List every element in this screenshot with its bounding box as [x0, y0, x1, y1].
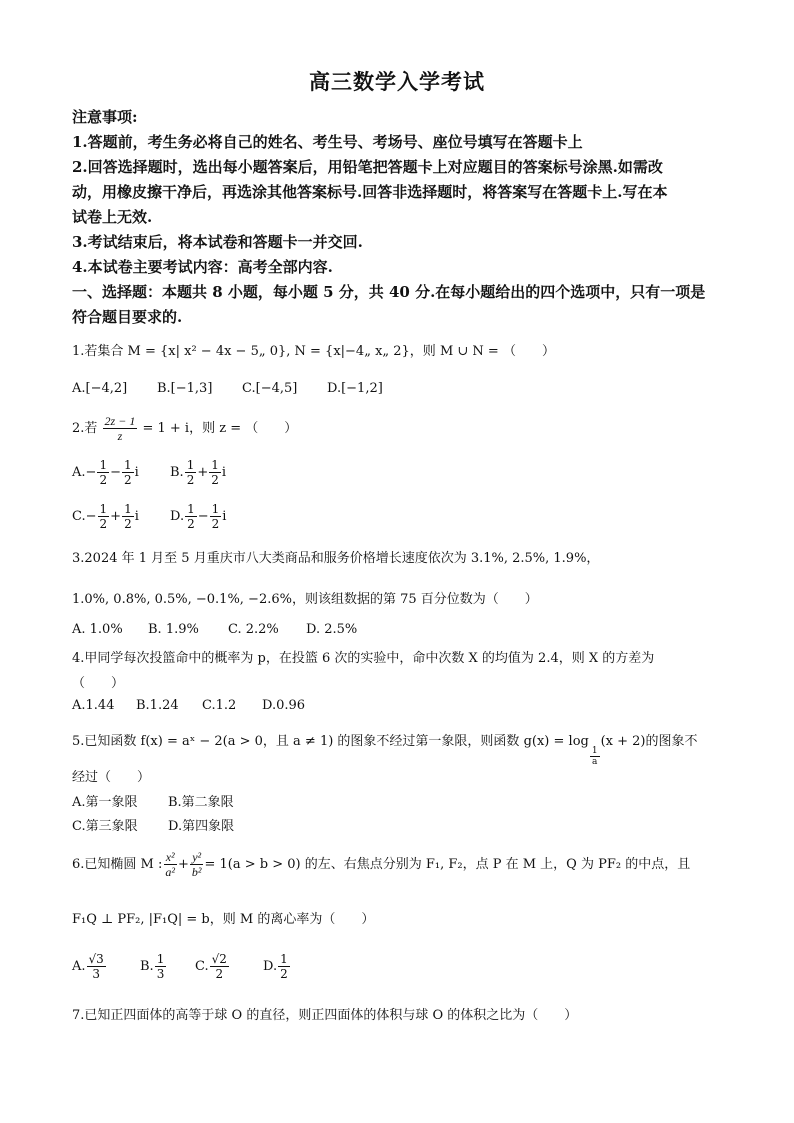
- q5-option-a: A.第一象限: [72, 795, 138, 810]
- question-3-stem: 3.2024 年 1 月至 5 月重庆市八大类商品和服务价格增长速度依次为 3.1%, 2.5%, 1.9%，: [72, 551, 600, 566]
- q5-option-b: B.第二象限: [168, 795, 234, 810]
- q2-option-c-sign1: −: [85, 509, 97, 524]
- q6-frac1-den: a²: [165, 865, 175, 879]
- q2-option-b-d2: 2: [211, 473, 219, 487]
- question-6-stem: [72, 850, 732, 879]
- q5-option-d: D.第四象限: [168, 819, 235, 834]
- notice-item-4: 4.本试卷主要考试内容：高考全部内容.: [72, 258, 333, 276]
- q2-denominator: z: [117, 429, 123, 443]
- q5-option-c: C.第三象限: [72, 819, 138, 834]
- question-5-stem: [72, 730, 732, 767]
- question-2-stem: [72, 414, 732, 443]
- q6-frac2-num: y²: [192, 850, 202, 864]
- q2-option-c-d2: 2: [124, 517, 132, 531]
- q3-option-a: A. 1.0%: [72, 622, 123, 637]
- q2-option-b-tail: i: [221, 465, 227, 480]
- q6-option-b: [140, 952, 167, 981]
- page-title: 高三数学入学考试: [309, 69, 485, 94]
- q6-plus: +: [177, 857, 189, 872]
- q3-option-c: C. 2.2%: [228, 622, 279, 637]
- question-7-stem: 7.已知正四面体的高等于球 O 的直径，则正四面体的体积与球 O 的体积之比为（ ）: [72, 1008, 578, 1023]
- q2-option-b-n2: 1: [211, 458, 219, 472]
- q2-option-b-label: B.: [170, 465, 184, 480]
- q5-g-arg: (x + 2): [600, 734, 646, 749]
- q6-option-b-num: 1: [156, 952, 165, 966]
- q6-option-b-den: 3: [156, 967, 165, 981]
- q2-option-a-sign1: −: [85, 465, 97, 480]
- q2-option-b-sign2: +: [197, 465, 209, 480]
- question-1-stem: 1.若集合 M = {x| x² − 4x − 5„ 0}, N = {x|−4„ x„ 2}，则 M ∪ N = （ ）: [72, 344, 555, 359]
- notice-item-3: 3.考试结束后，将本试卷和答题卡一并交回.: [72, 233, 363, 251]
- q2-option-d-label: D.: [170, 509, 185, 524]
- q1-option-a: A.[−4,2]: [72, 381, 128, 396]
- notice-item-1: 1.答题前，考生务必将自己的姓名、考生号、考场号、座位号填写在答题卡上: [72, 133, 583, 151]
- q6-option-d: [263, 952, 291, 981]
- q2-option-a-sign2: −: [110, 465, 121, 480]
- q2-fraction: [103, 414, 138, 443]
- q2-option-c-sign2: +: [110, 509, 122, 524]
- q4-option-c: C.1.2: [202, 698, 237, 713]
- q2-option-a-label: A.: [72, 465, 86, 480]
- q2-option-b: [170, 458, 226, 487]
- q3-option-d: D. 2.5%: [306, 622, 358, 637]
- notice-item-2-end: 试卷上无效.: [72, 208, 153, 226]
- q6-option-b-label: B.: [140, 959, 154, 974]
- notice-heading: 注意事项:: [72, 108, 138, 126]
- section-heading: 一、选择题：本题共 8 小题，每小题 5 分，共 40 分.在每小题给出的四个选项中，只有一项是: [72, 283, 706, 301]
- q6-option-c: [195, 952, 230, 981]
- q5-base-den: a: [592, 757, 598, 767]
- q2-option-c: [72, 502, 139, 531]
- q6-option-d-label: D.: [263, 959, 278, 974]
- question-4-stem: 4.甲同学每次投篮命中的概率为 p，在投篮 6 次的实验中，命中次数 X 的均值为 2.4，则 X 的方差为: [72, 651, 655, 666]
- notice-item-2: 2.回答选择题时，选出每小题答案后，用铅笔把答题卡上对应题目的答案标号涂黑.如需改: [72, 158, 663, 176]
- q2-option-a-d1: 2: [99, 473, 108, 487]
- q5-stem-part2: 的图象不: [645, 734, 698, 749]
- question-3-stem-cont: 1.0%, 0.8%, 0.5%, −0.1%, −2.6%，则该组数据的第 75 百分位数为（ ）: [72, 592, 538, 607]
- q6-frac1-num: x²: [165, 850, 175, 864]
- q1-option-b: B.[−1,3]: [157, 381, 213, 396]
- question-5-stem-cont: 经过（ ）: [72, 770, 151, 785]
- q2-option-d-n1: 1: [187, 502, 195, 516]
- q4-option-b: B.1.24: [136, 698, 179, 713]
- q2-option-d-tail: i: [222, 509, 227, 524]
- q2-option-c-n1: 1: [99, 502, 108, 516]
- q2-numerator: 2z − 1: [104, 414, 136, 428]
- q2-option-a: [72, 458, 139, 487]
- q2-option-d-d2: 2: [211, 517, 220, 531]
- q2-option-c-tail: i: [134, 509, 139, 524]
- q6-option-d-den: 2: [280, 967, 288, 981]
- q6-option-a: [72, 952, 107, 981]
- q2-suffix: = 1 + i，则 z = （ ）: [142, 421, 298, 436]
- q5-base-num: 1: [591, 746, 598, 756]
- section-heading-cont: 符合题目要求的.: [72, 308, 183, 326]
- notice-item-2-cont: 动，用橡皮擦干净后，再选涂其他答案标号.回答非选择题时，将答案写在答题卡上.写在本: [72, 183, 668, 201]
- q6-option-d-num: 1: [280, 952, 288, 966]
- q2-option-d-d1: 2: [187, 517, 195, 531]
- q6-option-a-num: √3: [88, 952, 104, 966]
- q6-rest: = 1(a > b > 0) 的左、右焦点分别为 F₁, F₂，点 P 在 M 上，Q 为 PF₂ 的中点，且: [204, 857, 691, 872]
- q6-option-c-num: √2: [211, 952, 227, 966]
- q2-option-a-n2: 1: [123, 458, 132, 472]
- q2-option-b-n1: 1: [186, 458, 195, 472]
- q2-option-c-d1: 2: [99, 517, 108, 531]
- q1-option-c: C.[−4,5]: [242, 381, 298, 396]
- question-6-stem-cont: F₁Q ⊥ PF₂, |F₁Q| = b，则 M 的离心率为（ ）: [72, 912, 375, 927]
- q3-option-b: B. 1.9%: [148, 622, 199, 637]
- q2-option-d-sign2: −: [197, 509, 209, 524]
- q6-prefix: 6.已知椭圆 M :: [72, 857, 163, 872]
- q2-option-d: [170, 502, 226, 531]
- q2-option-d-n2: 1: [211, 502, 220, 516]
- q2-option-a-tail: i: [134, 465, 139, 480]
- q6-frac2-den: b²: [191, 865, 202, 879]
- q6-option-c-label: C.: [195, 959, 209, 974]
- q4-option-d: D.0.96: [262, 698, 306, 713]
- q2-option-c-n2: 1: [124, 502, 132, 516]
- q4-option-a: A.1.44: [72, 698, 115, 713]
- question-4-stem-cont: （ ）: [72, 676, 125, 691]
- q6-option-c-den: 2: [215, 967, 224, 981]
- q6-option-a-label: A.: [72, 959, 86, 974]
- q1-option-d: D.[−1,2]: [327, 381, 383, 396]
- q2-option-a-n1: 1: [99, 458, 108, 472]
- q5-stem-part1: 5.已知函数 f(x) = aˣ − 2(a > 0，且 a ≠ 1) 的图象不经过第一象限，则函数: [72, 734, 520, 749]
- q2-option-a-d2: 2: [123, 473, 132, 487]
- q2-prefix: 2.若: [72, 421, 98, 436]
- q2-option-b-d1: 2: [186, 473, 195, 487]
- q2-option-c-label: C.: [72, 509, 86, 524]
- q6-option-a-den: 3: [92, 967, 100, 981]
- q5-g-function: g(x) = log: [523, 734, 589, 749]
